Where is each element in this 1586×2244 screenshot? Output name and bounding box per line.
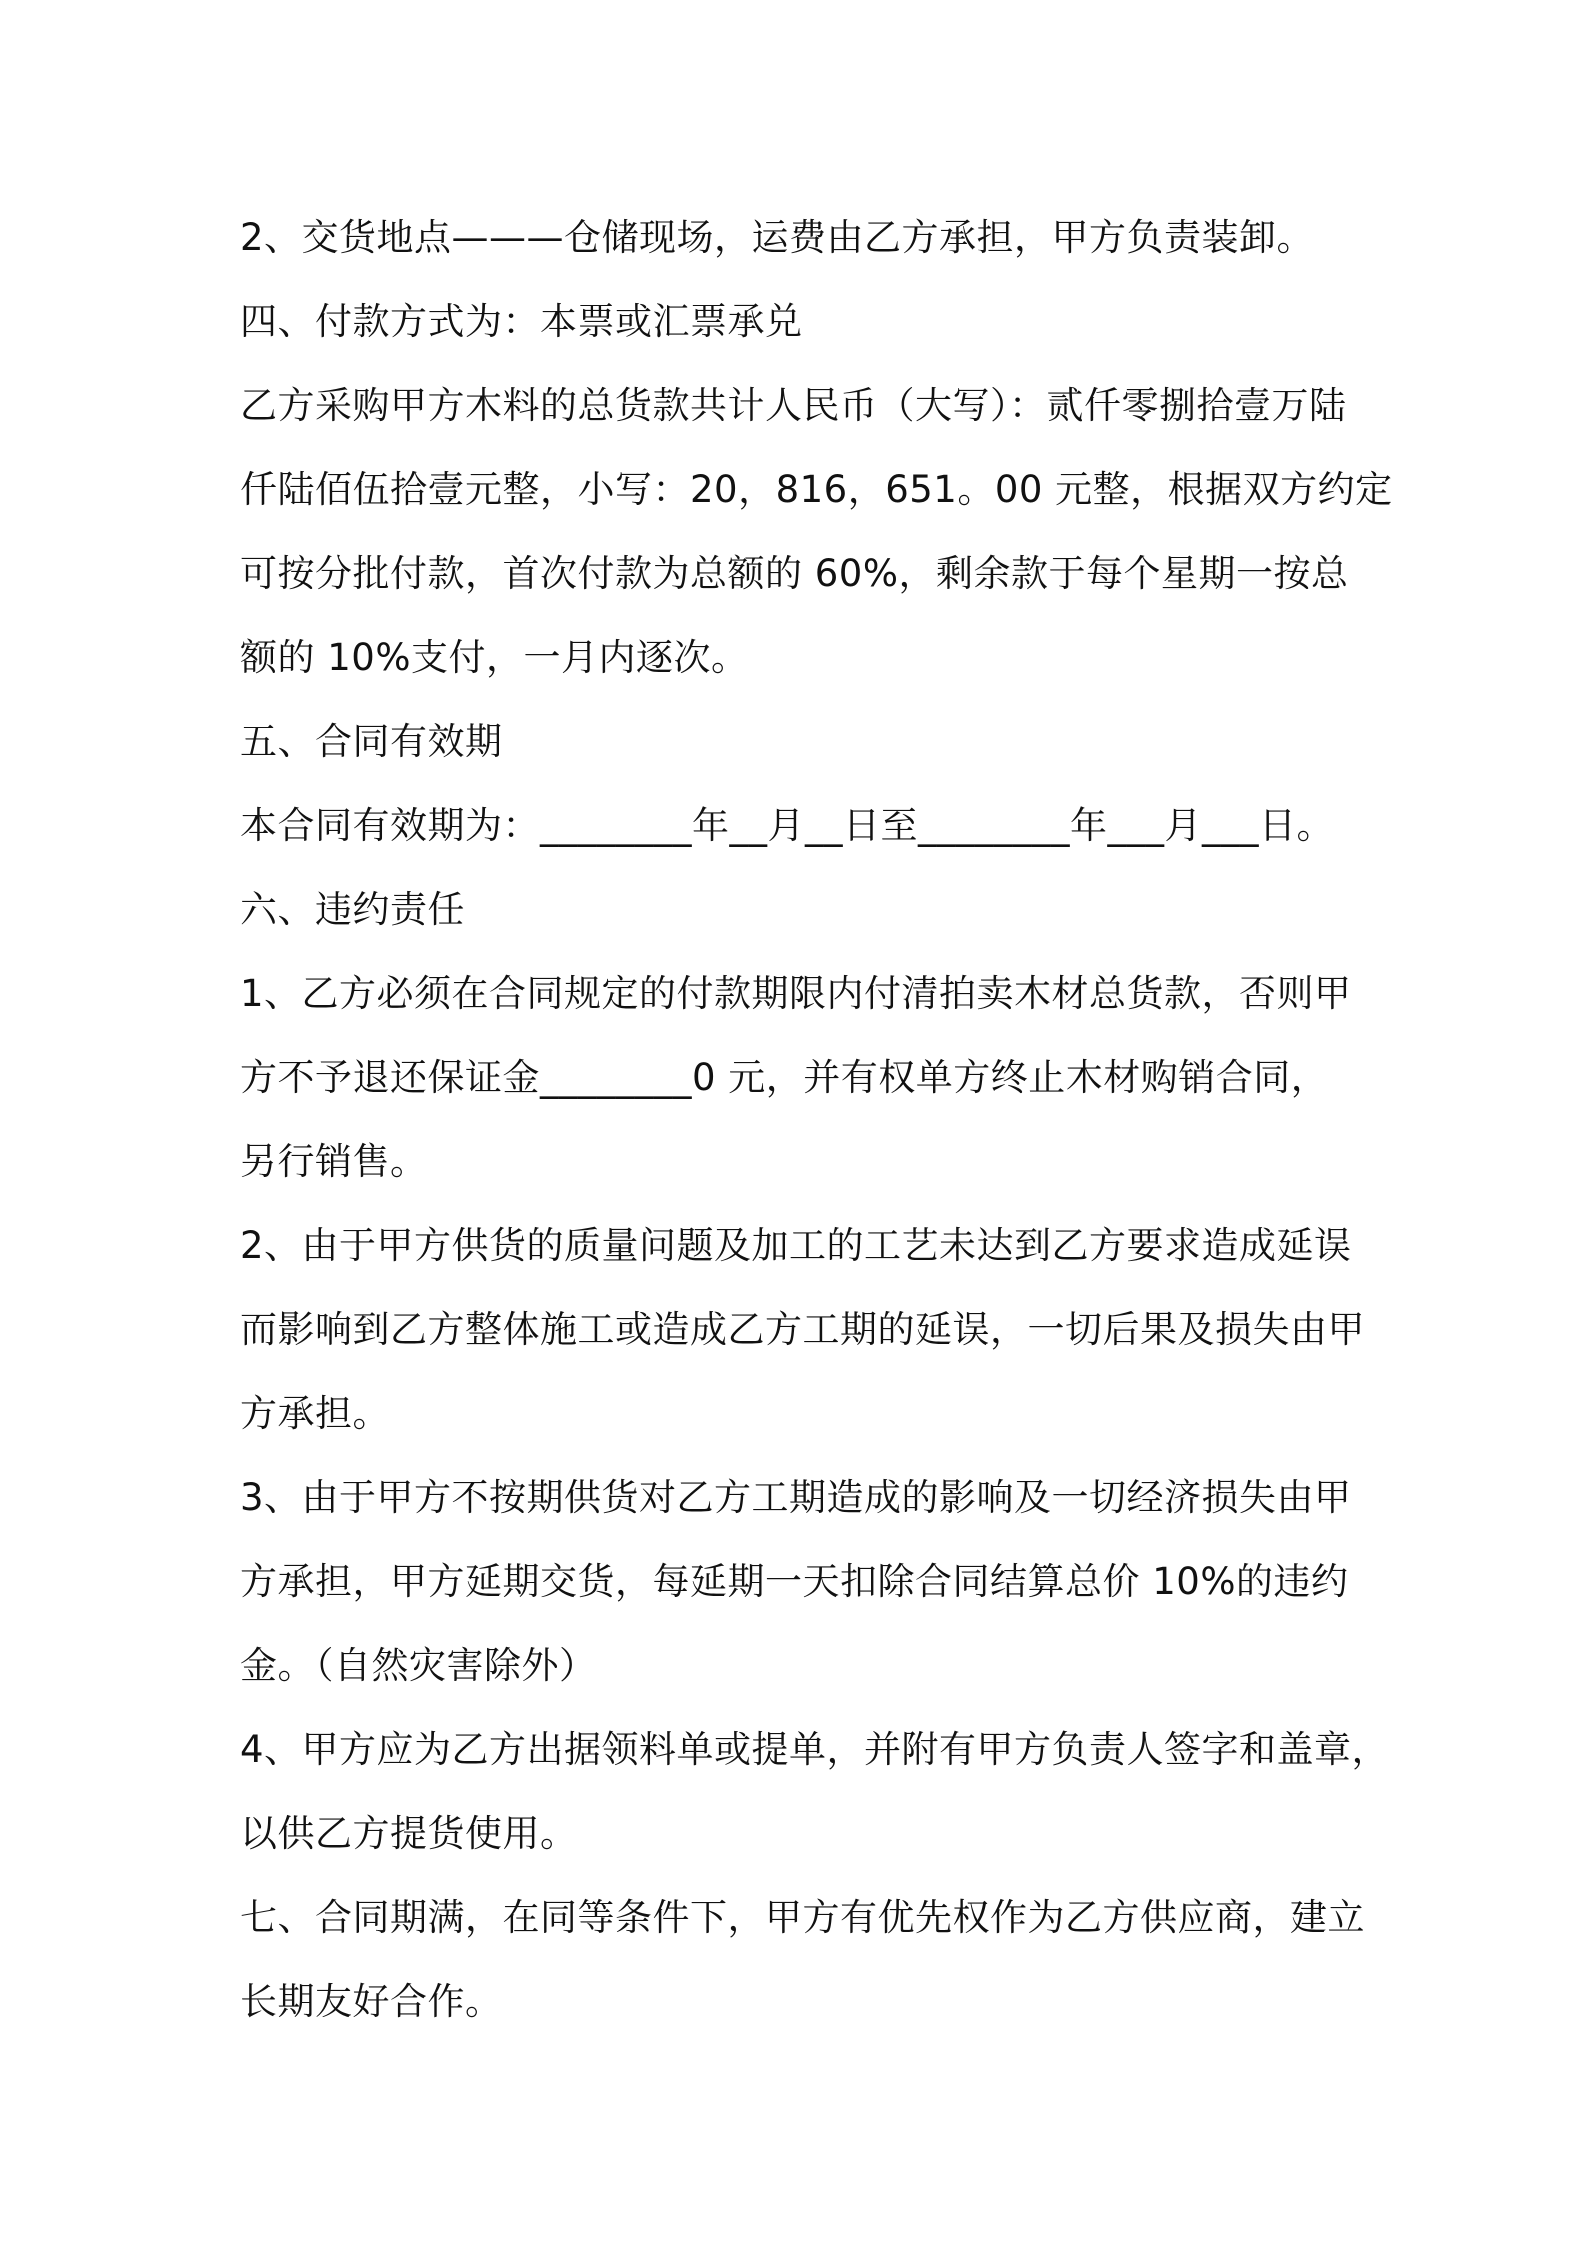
clause-delivery-location: 2、交货地点———仓储现场，运费由乙方承担，甲方负责装卸。: [240, 216, 1315, 259]
breach-clause-1-line: 1、乙方必须在合同规定的付款期限内付清拍卖木材总货款，否则甲: [240, 972, 1352, 1015]
section-heading-payment: 四、付款方式为：本票或汇票承兑: [240, 300, 803, 343]
validity-period-line: 本合同有效期为：________年__月__日至________年___月___日。: [240, 804, 1334, 847]
breach-clause-3-line: 3、由于甲方不按期供货对乙方工期造成的影响及一切经济损失由甲: [240, 1476, 1352, 1519]
payment-text-line: 仟陆佰伍拾壹元整，小写：20，816，651。00 元整，根据双方约定: [240, 468, 1393, 511]
breach-clause-4-line: 4、甲方应为乙方出据领料单或提单，并附有甲方负责人签字和盖章，: [240, 1728, 1390, 1771]
section-heading-expiry: 七、合同期满，在同等条件下，甲方有优先权作为乙方供应商，建立: [240, 1896, 1365, 1939]
breach-clause-4-line: 以供乙方提货使用。: [240, 1812, 578, 1855]
contract-text-body: [240, 196, 1393, 2044]
payment-text-line: 乙方采购甲方木料的总货款共计人民币（大写）：贰仟零捌拾壹万陆: [240, 384, 1347, 427]
breach-clause-1-line: 另行销售。: [240, 1140, 428, 1183]
section-heading-validity: 五、合同有效期: [240, 720, 503, 763]
payment-text-line: 可按分批付款，首次付款为总额的 60%，剩余款于每个星期一按总: [240, 552, 1349, 595]
breach-clause-2-line: 2、由于甲方供货的质量问题及加工的工艺未达到乙方要求造成延误: [240, 1224, 1352, 1267]
breach-clause-2-line: 方承担。: [240, 1392, 390, 1435]
breach-clause-3-line: 金。（自然灾害除外）: [240, 1644, 597, 1687]
breach-clause-3-line: 方承担，甲方延期交货，每延期一天扣除合同结算总价 10%的违约: [240, 1560, 1349, 1603]
breach-clause-2-line: 而影响到乙方整体施工或造成乙方工期的延误，一切后果及损失由甲: [240, 1308, 1365, 1351]
breach-clause-1-line: 方不予退还保证金________0 元，并有权单方终止木材购销合同，: [240, 1056, 1329, 1099]
payment-text-line: 额的 10%支付，一月内逐次。: [240, 636, 749, 679]
expiry-clause-line: 长期友好合作。: [240, 1980, 503, 2023]
section-heading-breach: 六、违约责任: [240, 888, 465, 931]
